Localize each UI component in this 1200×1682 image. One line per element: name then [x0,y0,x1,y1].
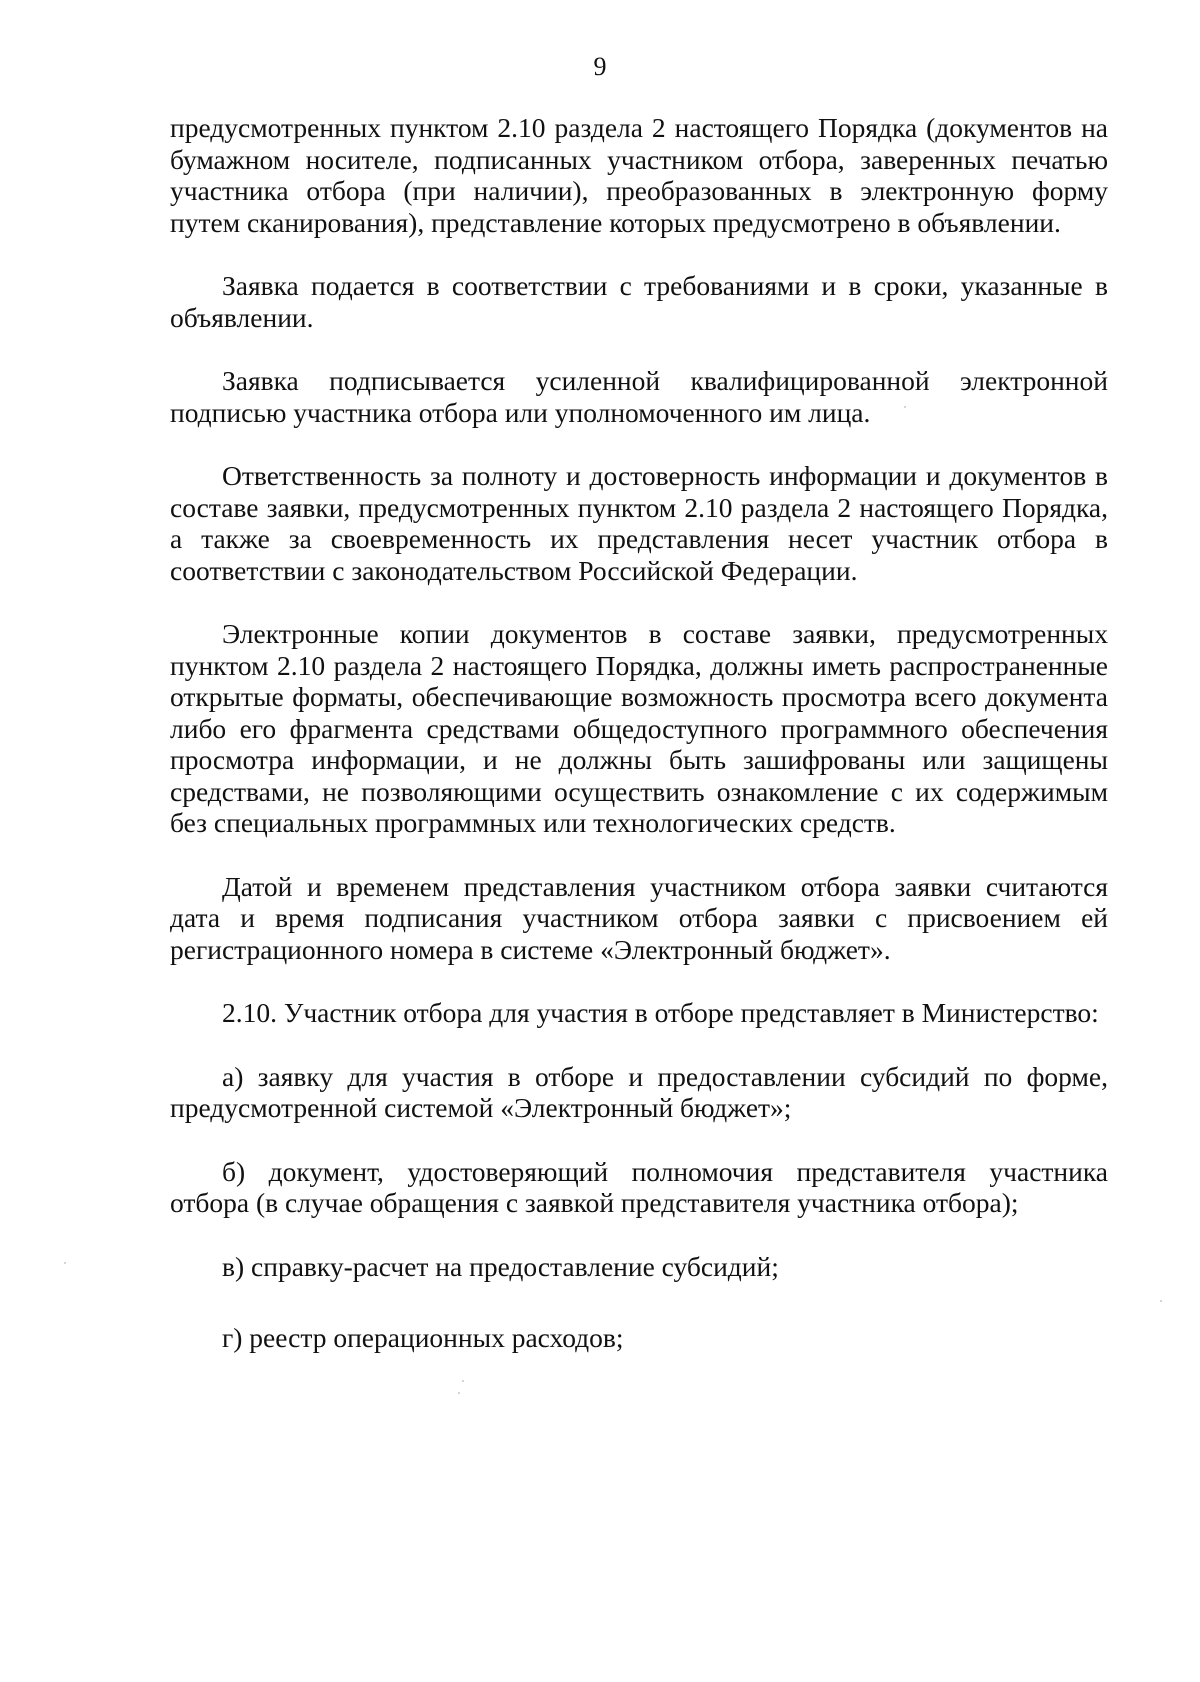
list-item-a: а) заявку для участия в отборе и предоставлении субсидий по форме, предусмотренной системой «Электронный бюджет»; [170,1060,1108,1123]
paragraph-electronic-copies: Электронные копии документов в составе заявки, предусмотренных пунктом 2.10 раздела 2 настоящего Порядка, должны иметь распространенные открытые форматы, обеспечивающие возможность просмотра всего документа либо его фрагмента средствами общедоступного программного обеспечения просмотра информации, и не должны быть зашифрованы или защищены средствами, не позволяющими осуществить ознакомление с их содержимым без специальных программных или технологических средств. [170,618,1108,838]
paragraph-application-signature: Заявка подписывается усиленной квалифицированной электронной подписью участника отбора или уполномоченного им лица. [170,365,1108,428]
scan-speck [64,1262,66,1264]
paragraph-responsibility: Ответственность за полноту и достоверность информации и документов в составе заявки, предусмотренных пунктом 2.10 раздела 2 настоящего Порядка, а также за своевременность их представления несет участник отбора в соответствии с законодательством Российской Федерации. [170,460,1108,586]
scan-speck [462,1380,464,1382]
document-body [170,112,1108,1386]
paragraph-continuation: предусмотренных пунктом 2.10 раздела 2 настоящего Порядка (документов на бумажном носителе, подписанных участником отбора, заверенных печатью участника отбора (при наличии), преобразованных в электронную форму путем сканирования), представление которых предусмотрено в объявлении. [170,112,1108,238]
list-item-g: г) реестр операционных расходов; [222,1322,624,1353]
list-item-v: в) справку-расчет на предоставление субсидий; [222,1250,779,1282]
paragraph-submission-date: Датой и временем представления участником отбора заявки считаются дата и время подписания участником отбора заявки с присвоением ей регистрационного номера в системе «Электронный бюджет». [170,870,1108,965]
scan-speck [1160,1300,1162,1302]
list-item-b: б) документ, удостоверяющий полномочия представителя участника отбора (в случае обращения с заявкой представителя участника отбора); [170,1155,1108,1218]
paragraph-application-submission: Заявка подается в соответствии с требованиями и в сроки, указанные в объявлении. [170,270,1108,333]
scan-speck [458,1392,460,1394]
page-number: 9 [593,52,607,81]
scan-speck [904,406,906,408]
paragraph-section-2-10: 2.10. Участник отбора для участия в отборе представляет в Министерство: [222,997,1099,1028]
